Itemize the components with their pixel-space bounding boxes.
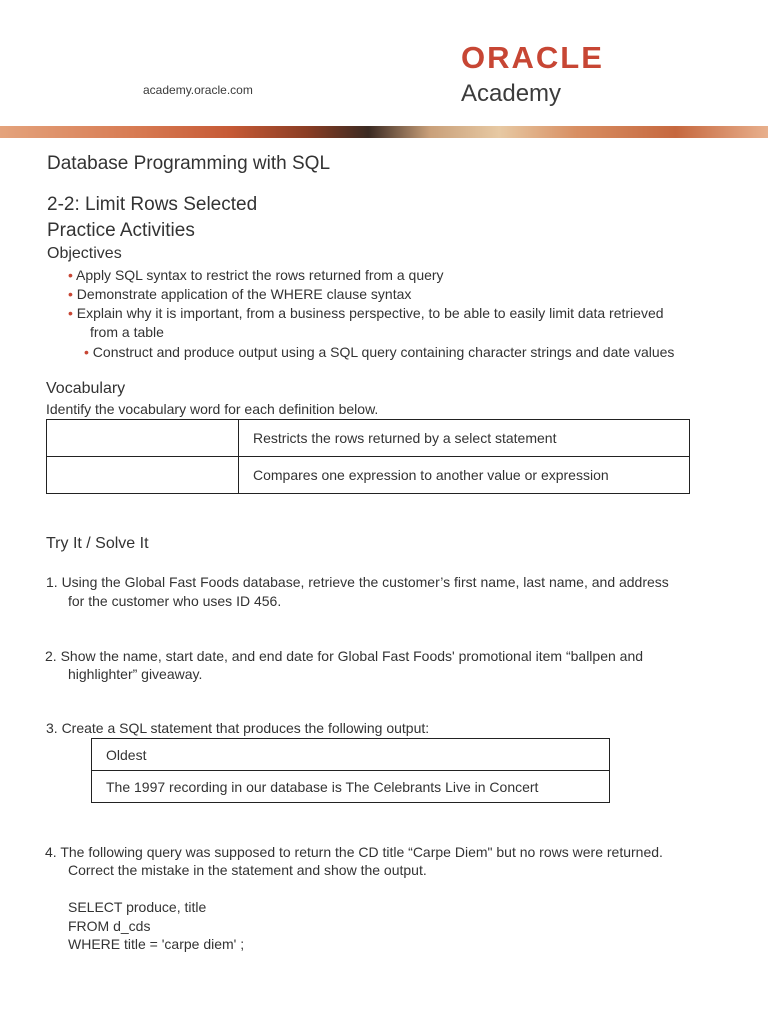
try-it-heading: Try It / Solve It <box>46 535 149 552</box>
vocabulary-instruction: Identify the vocabulary word for each definition below. <box>46 401 379 417</box>
question-3: 3. Create a SQL statement that produces the following output: <box>46 720 430 736</box>
objective-item <box>68 304 664 322</box>
bullet-icon: • <box>68 267 73 283</box>
question-2: 2. Show the name, start date, and end date for Global Fast Foods' promotional item “ballpen and <box>45 648 644 664</box>
question-4: 4. The following query was supposed to return the CD title “Carpe Diem" but no rows were returned. <box>45 844 663 860</box>
table-row <box>47 457 690 494</box>
oracle-logo: ORACLE <box>461 40 604 75</box>
objective-item <box>68 285 411 303</box>
output-header-cell: Oldest <box>92 739 610 771</box>
objective-text: Demonstrate application of the WHERE clause syntax <box>76 286 412 302</box>
vocab-definition-cell: Compares one expression to another value or expression <box>239 457 690 494</box>
bullet-icon: • <box>68 286 73 302</box>
bullet-icon: • <box>84 344 89 360</box>
question-2-continued: highlighter” giveaway. <box>68 666 203 682</box>
sql-code-block <box>68 898 244 954</box>
vocab-term-cell[interactable] <box>47 457 239 494</box>
sql-line: SELECT produce, title <box>68 899 207 915</box>
decorative-banner <box>0 126 768 138</box>
objective-text-continued: from a table <box>90 324 164 340</box>
course-title: Database Programming with SQL <box>47 153 331 174</box>
objectives-heading: Objectives <box>47 245 122 262</box>
vocab-definition-cell: Restricts the rows returned by a select statement <box>239 420 690 457</box>
practice-heading: Practice Activities <box>47 220 195 241</box>
table-row <box>92 739 610 771</box>
vocabulary-heading: Vocabulary <box>46 380 126 397</box>
vocabulary-table <box>46 419 690 494</box>
academy-logo-text: Academy <box>461 80 562 107</box>
output-value-cell: The 1997 recording in our database is The Celebrants Live in Concert <box>92 771 610 803</box>
question-1: 1. Using the Global Fast Foods database, retrieve the customer’s first name, last name, and address <box>46 574 669 590</box>
sql-line: FROM d_cds <box>68 917 151 934</box>
academy-url[interactable]: academy.oracle.com <box>143 83 253 97</box>
table-row <box>47 420 690 457</box>
objective-text: Apply SQL syntax to restrict the rows returned from a query <box>76 267 444 283</box>
lesson-title: 2-2: Limit Rows Selected <box>47 194 258 215</box>
objective-item <box>84 343 674 361</box>
bullet-icon: • <box>68 305 73 321</box>
expected-output-table <box>91 738 610 803</box>
question-4-continued: Correct the mistake in the statement and show the output. <box>68 862 427 878</box>
objective-text: Explain why it is important, from a business perspective, to be able to easily limit data retrieved <box>76 305 664 321</box>
vocab-term-cell[interactable] <box>47 420 239 457</box>
sql-line: WHERE title = 'carpe diem' ; <box>68 936 245 952</box>
question-1-continued: for the customer who uses ID 456. <box>68 593 282 609</box>
objective-text: Construct and produce output using a SQL query containing character strings and date values <box>92 344 675 360</box>
objective-item <box>68 266 444 284</box>
table-row <box>92 771 610 803</box>
